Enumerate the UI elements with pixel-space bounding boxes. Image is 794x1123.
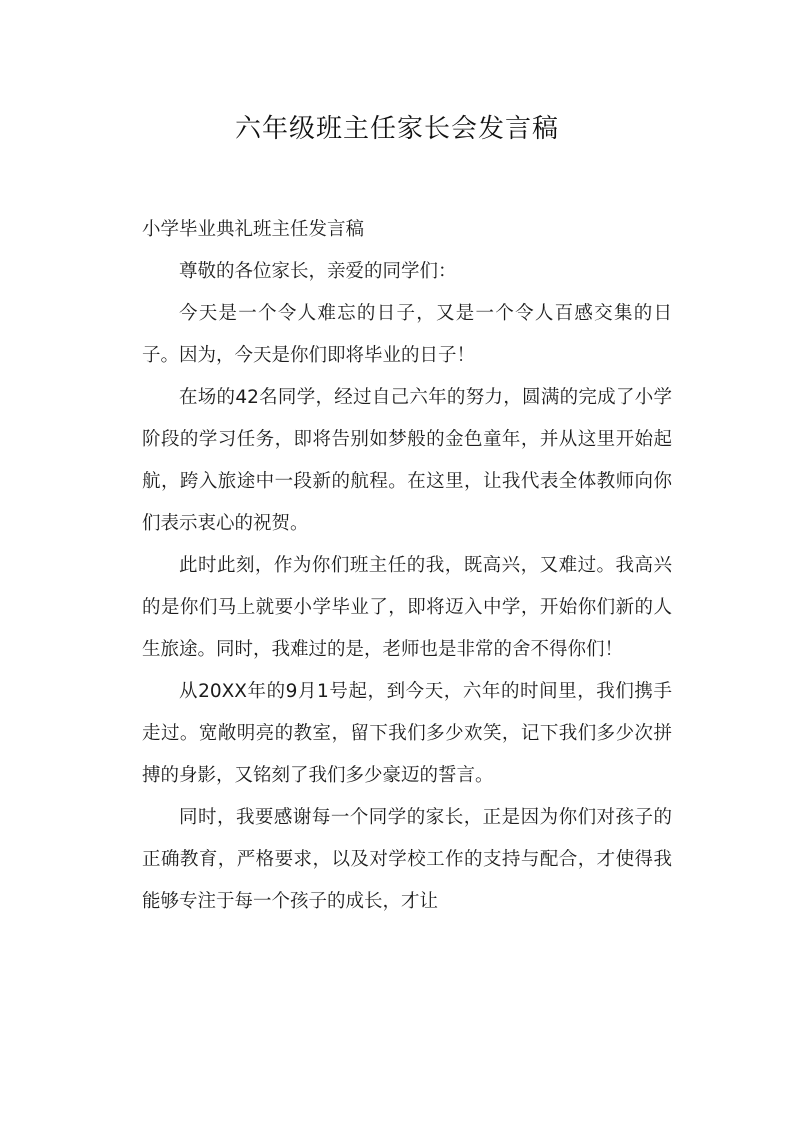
paragraph-greeting: 尊敬的各位家长，亲爱的同学们： — [179, 261, 457, 282]
paragraph: 在场的42名同学，经过自己六年的努力，圆满的完成了小学阶段的学习任务，即将告别如梦般的金色童年，并从这里开始起航，跨入旅途中一段新的航程。在这里，让我代表全体教师向你们表示衷心的祝贺。 — [142, 387, 672, 534]
paragraph: 同时，我要感谢每一个同学的家长，正是因为你们对孩子的正确教育，严格要求，以及对学校工作的支持与配合，才使得我能够专注于每一个孩子的成长，才让 — [142, 807, 672, 912]
document-subtitle: 小学毕业典礼班主任发言稿 — [142, 219, 365, 240]
document-body — [142, 209, 672, 923]
paragraph: 今天是一个令人难忘的日子，又是一个令人百感交集的日子。因为，今天是你们即将毕业的日子！ — [142, 303, 672, 366]
paragraph: 从20XX年的9月1号起，到今天，六年的时间里，我们携手走过。宽敞明亮的教室，留下我们多少欢笑，记下我们多少次拼搏的身影，又铭刻了我们多少豪迈的誓言。 — [142, 681, 672, 786]
document-title: 六年级班主任家长会发言稿 — [234, 114, 559, 144]
paragraph: 此时此刻，作为你们班主任的我，既高兴，又难过。我高兴的是你们马上就要小学毕业了，即将迈入中学，开始你们新的人生旅途。同时，我难过的是，老师也是非常的舍不得你们！ — [142, 555, 672, 660]
